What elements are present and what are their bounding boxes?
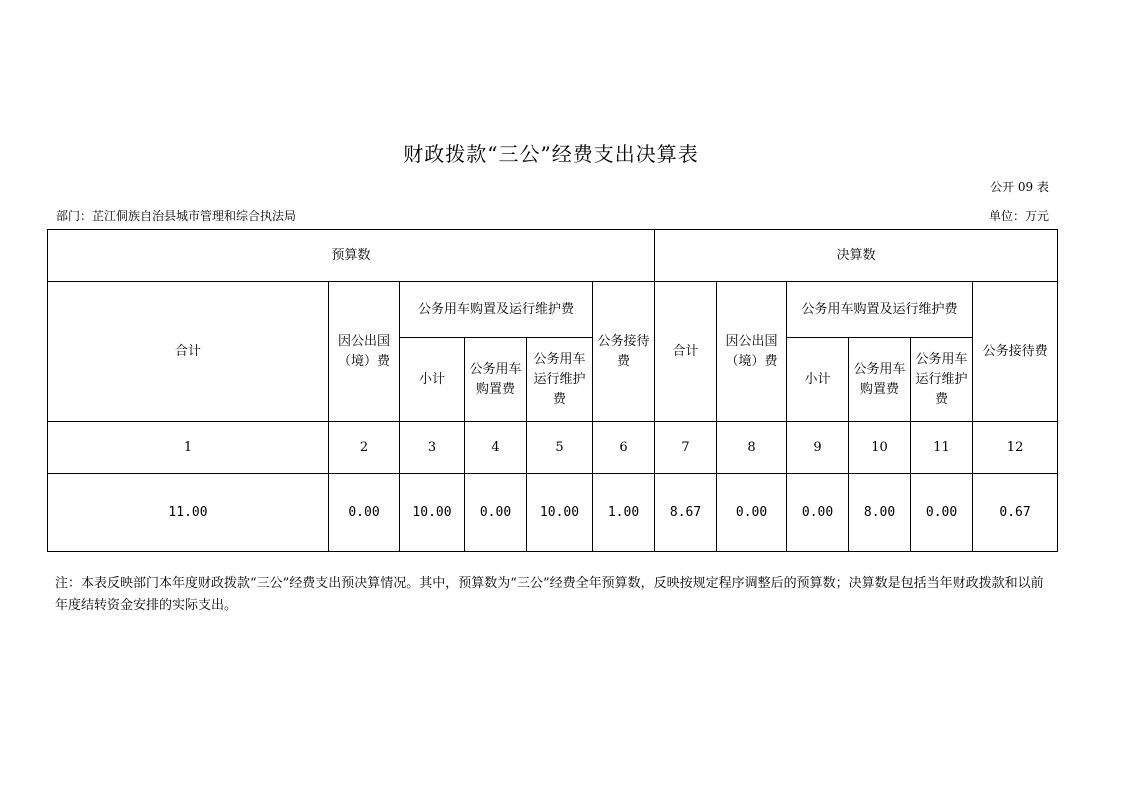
index-cell: 4 [465,422,527,474]
index-cell: 12 [973,422,1058,474]
budget-group-header: 预算数 [48,230,655,282]
budget-reception-value: 1.00 [593,474,655,552]
final-vehicle-purchase-header: 公务用车购置费 [849,338,911,422]
final-subtotal-header: 小计 [787,338,849,422]
unit-label: 单位：万元 [988,209,1049,223]
final-total-header: 合计 [655,282,717,422]
budget-subtotal-header: 小计 [400,338,465,422]
budget-vehicle-subtotal-value: 10.00 [400,474,465,552]
final-abroad-header: 因公出国（境）费 [717,282,787,422]
final-reception-header: 公务接待费 [973,282,1058,422]
index-row [48,422,1058,474]
budget-vehicle-purchase-header: 公务用车购置费 [465,338,527,422]
form-number: 公开 09 表 [990,180,1049,194]
page-title: 财政拨款“三公”经费支出决算表 [403,142,699,166]
final-reception-value: 0.67 [973,474,1058,552]
index-cell: 1 [48,422,329,474]
budget-abroad-value: 0.00 [329,474,400,552]
final-group-header: 决算数 [655,230,1058,282]
group-header-row [48,230,1058,282]
footnote: 注：本表反映部门本年度财政拨款“三公”经费支出预决算情况。其中，预算数为“三公”经费全年预算数，反映按规定程序调整后的预算数；决算数是包括当年财政拨款和以前年度结转资金安排的实际支出。 [55,576,1044,613]
index-cell: 8 [717,422,787,474]
final-abroad-value: 0.00 [717,474,787,552]
budget-reception-header: 公务接待费 [593,282,655,422]
index-cell: 3 [400,422,465,474]
budget-vehicle-operation-header: 公务用车运行维护费 [527,338,593,422]
budget-vehicle-group-header: 公务用车购置及运行维护费 [400,282,593,338]
final-total-value: 8.67 [655,474,717,552]
budget-total-value: 11.00 [48,474,329,552]
final-vehicle-purchase-value: 8.00 [849,474,911,552]
index-cell: 7 [655,422,717,474]
index-cell: 9 [787,422,849,474]
data-row [48,474,1058,552]
final-vehicle-operation-header: 公务用车运行维护费 [911,338,973,422]
budget-abroad-header: 因公出国（境）费 [329,282,400,422]
budget-vehicle-operation-value: 10.00 [527,474,593,552]
index-cell: 11 [911,422,973,474]
index-cell: 5 [527,422,593,474]
index-cell: 6 [593,422,655,474]
final-vehicle-subtotal-value: 0.00 [787,474,849,552]
expenditure-table [47,229,1058,552]
final-vehicle-operation-value: 0.00 [911,474,973,552]
budget-vehicle-purchase-value: 0.00 [465,474,527,552]
column-header-row [48,282,1058,338]
department-label: 部门：芷江侗族自治县城市管理和综合执法局 [56,209,297,223]
index-cell: 10 [849,422,911,474]
index-cell: 2 [329,422,400,474]
final-vehicle-group-header: 公务用车购置及运行维护费 [787,282,973,338]
budget-total-header: 合计 [48,282,329,422]
